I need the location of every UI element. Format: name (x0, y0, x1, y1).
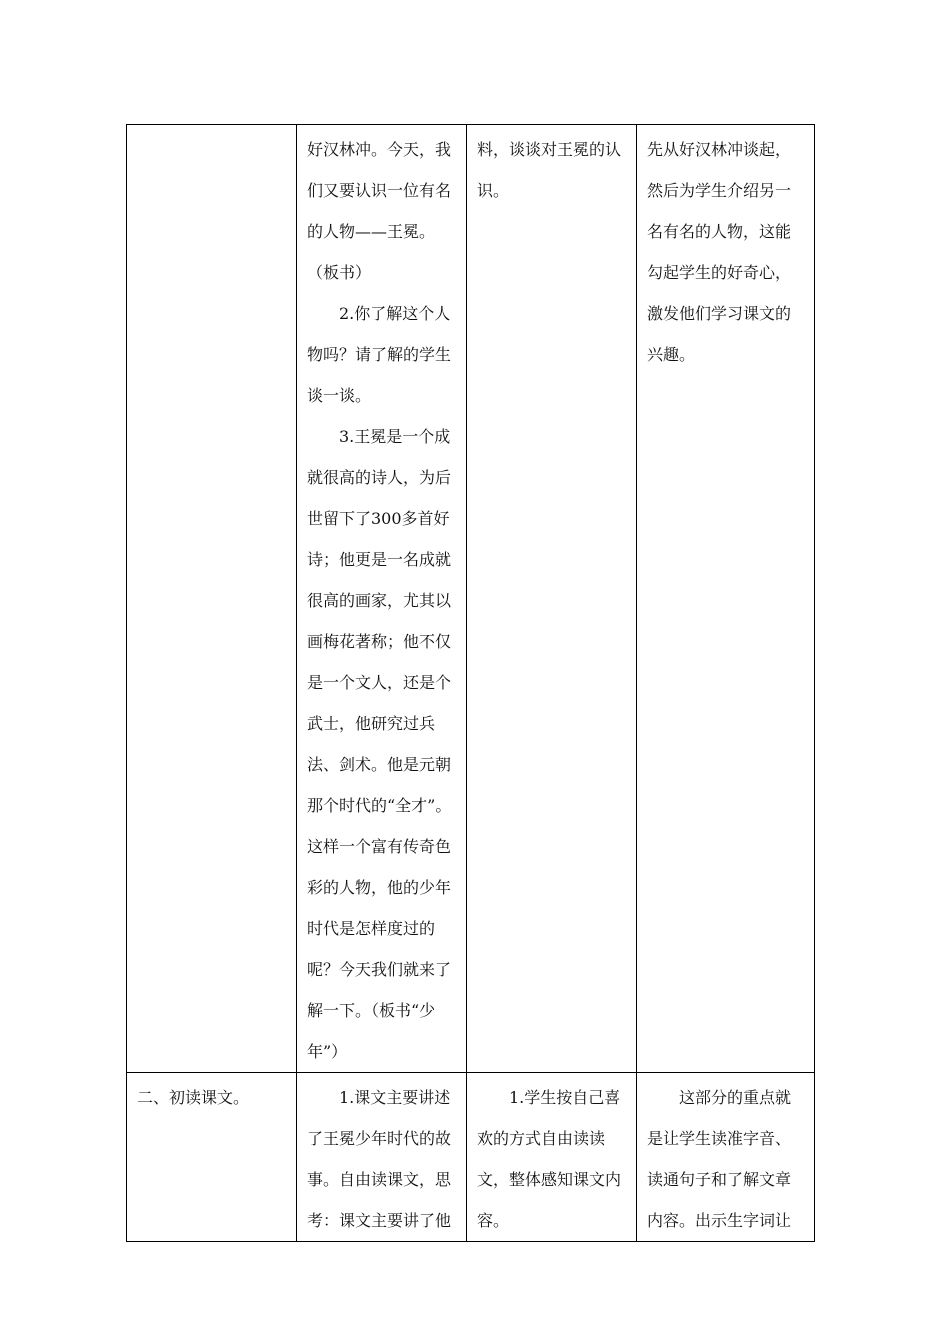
design-intent-cell (637, 125, 815, 1073)
teacher-line: 的人物——王冕。 (307, 222, 436, 241)
student-activity-cell (467, 1073, 637, 1242)
teacher-line: 好汉林冲。今天，我 (307, 140, 452, 159)
design-intent-text: 先从好汉林冲谈起，然后为学生介绍另一名有名的人物，这能勾起学生的好奇心，激发他们学习课文的兴趣。 (647, 140, 792, 364)
design-intent-text: 这部分的重点就是让学生读准字音、读通句子和了解文章内容。出示生字词让 (647, 1088, 792, 1230)
teacher-activity-cell (297, 1073, 467, 1242)
teacher-activity-cell (297, 125, 467, 1073)
teacher-activity-text (297, 125, 466, 1072)
student-activity-text: 1.学生按自己喜欢的方式自由读读文，整体感知课文内容。 (477, 1088, 622, 1230)
lesson-plan-table (126, 124, 815, 1242)
teacher-line: 们又要认识一位有名 (307, 181, 452, 200)
teacher-paragraph: 2.你了解这个人物吗？请了解的学生谈一谈。 (307, 304, 452, 405)
stage-cell (127, 125, 297, 1073)
teacher-paragraph: 3.王冕是一个成就很高的诗人，为后世留下了300多首好诗；他更是一名成就很高的画家，尤其以画梅花著称；他不仅是一个文人，还是个武士，他研究过兵法、剑术。他是元朝那个时代的“全才”。这样一个富有传奇色彩的人物，他的少年时代是怎样度过的呢？今天我们就来了解一下。（板书“少年”） (307, 427, 452, 1061)
table-row (127, 1073, 815, 1242)
stage-text (127, 125, 296, 129)
student-activity-text: 料，谈谈对王冕的认识。 (477, 140, 622, 200)
student-activity-cell (467, 125, 637, 1073)
table-row (127, 125, 815, 1073)
design-intent-cell (637, 1073, 815, 1242)
stage-cell (127, 1073, 297, 1242)
stage-text: 二、初读课文。 (137, 1088, 250, 1107)
teacher-line: （板书） (307, 263, 372, 282)
teacher-activity-text: 1.课文主要讲述了王冕少年时代的故事。自由读课文，思考：课文主要讲了他 (307, 1088, 452, 1230)
